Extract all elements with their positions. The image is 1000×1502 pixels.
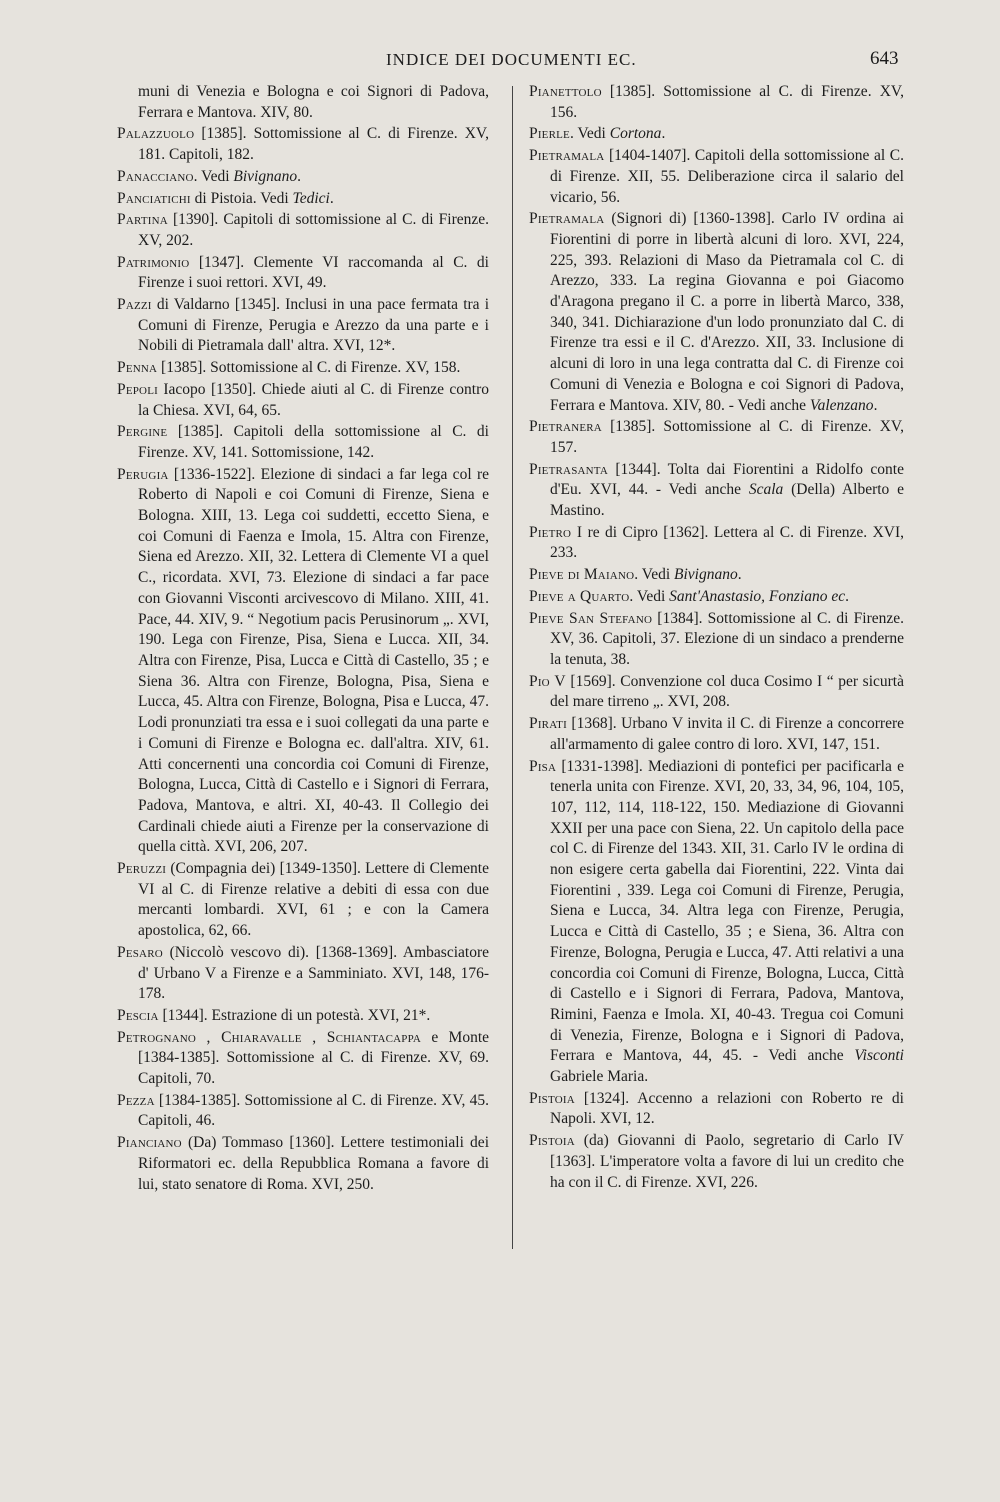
entry-headword: Panciatichi: [117, 189, 191, 207]
entry-text: (da) Giovanni di Paolo, segretario di Carlo IV [1363]. L'imperatore volta a favore di lui un credito che ha con il C. di Firenze. XVI, 226.: [550, 1132, 904, 1191]
entry-headword: Pisa: [529, 757, 557, 775]
index-entry: [529, 565, 904, 586]
entry-text: [1390]. Capitoli di sottomissione al C. di Firenze. XV, 202.: [138, 211, 489, 249]
index-entry: [529, 714, 904, 755]
index-entry: [529, 587, 904, 608]
index-entry: [117, 295, 489, 357]
index-entry: [117, 943, 489, 1005]
entry-text: . Vedi: [569, 125, 610, 143]
entry-headword: Petrognano , Chiaravalle , Schiantacappa: [117, 1028, 422, 1046]
entry-headword: Panacciano: [117, 167, 194, 185]
entry-headword: Pistoia: [529, 1089, 575, 1107]
index-entry: [529, 209, 904, 416]
entry-text: [1385]. Sottomissione al C. di Firenze. XV, 158.: [157, 359, 461, 377]
index-entry: [117, 82, 489, 123]
index-entry: [529, 146, 904, 208]
entry-cross-reference: Sant'Anastasio, Fonziano ec: [669, 587, 846, 605]
entry-headword: Pescia: [117, 1006, 159, 1024]
entry-text: (Compagnia dei) [1349-1350]. Lettere di Clemente VI al C. di Firenze relative a debiti di essa con due mercanti lombardi. XVI, 61 ; e con la Camera apostolica, 62, 66.: [138, 860, 489, 940]
entry-headword: Pietrasanta: [529, 460, 608, 478]
entry-text: [1331-1398]. Mediazioni di pontefici per pacificarla e tenerla unita con Firenze. XVI, 20, 33, 34, 96, 104, 105, 107, 112, 114, 118-122, 150. Mediazione di Giovanni XXII per una pace con Siena, 22. Un capitolo della pace col C. di Firenze del 1343. XII, 31. Carlo IV le ordina di non esigere certa gabella dai Fiorentini, 222. Vinta dai Fiorentini , 339. Lega coi Comuni di Firenze, Perugia, Siena e Lucca, 34. Altra lega con Firenze, Perugia, Lucca e Città di Castello, 35 ; e Siena, 36. Altra con Firenze, Bologna, Perugia e Lucca, 47. Atti relativi a una concordia coi Comuni di Firenze, Bologna, Lucca, Città di Castello e i Signori di Ferrara, Padova, Mantova, Rimini, Faenza e Imola. XI, 40-43. Tregua coi Comuni di Venezia, Firenze, Bologna e i Signori di Padova, Ferrara e Mantova, 44, 45. - Vedi anche: [550, 757, 904, 1065]
entry-headword: Pietro I: [529, 523, 583, 541]
index-entry: [529, 672, 904, 713]
entry-text: [1324]. Accenno a relazioni con Roberto re di Napoli. XVI, 12.: [550, 1089, 904, 1128]
column-divider: [512, 86, 513, 1249]
entry-text: [1336-1522]. Elezione di sindaci a far lega col re Roberto di Napoli e coi Comuni di Firenze, Siena e Bologna. XIII, 13. Lega coi suddetti, eccetto Siena, e coi Comuni di Faenza e Imola, 15. Altra con Firenze, Siena ed Arezzo. XII, 32. Lettera di Clemente VI a quel C., ricordata. XVI, 73. Elezione di sindaci a far pace con Giovanni Visconti arcivescovo di Milano. XIII, 41. Pace, 44. XIV, 9. “ Negotium pacis Perusinorum „. XVI, 190. Lega con Firenze, Pisa, Siena e Lucca. XII, 34. Altra con Firenze, Pisa, Lucca e Città di Castello, 35 ; e Siena 36. Altra con Firenze, Bologna, Pisa, Siena e Lucca, 45. Altra con Firenze, Bologna, Pisa e Lucca, 47. Lodi pronunziati tra essa e i suoi collegati da una parte e i Comuni di Firenze e Bologna ec. dall'altra. XIV, 61. Atti concernenti una concordia coi Comuni di Firenze, Bologna, Lucca, Città di Castello e i Signori di Ferrara, Padova, Mantova, e altri. XI, 40-43. Il Collegio dei Cardinali chiede aiuti a Firenze per la conservazione di quella città. XVI, 206, 207.: [138, 465, 489, 856]
entry-text: e Monte [1384-1385]. Sottomissione al C. di Firenze. XV, 69. Capitoli, 70.: [138, 1028, 489, 1088]
entry-headword: Pietramala: [529, 210, 605, 228]
entry-cross-reference: Bivignano: [674, 566, 738, 584]
entry-text: [1344]. Estrazione di un potestà. XVI, 21*.: [158, 1006, 431, 1024]
entry-headword: Pietranera: [529, 418, 602, 436]
entry-text: . Vedi: [629, 587, 670, 605]
entry-text: [1385]. Capitoli della sottomissione al C. di Firenze. XV, 141. Sottomissione, 142.: [138, 423, 489, 461]
entry-text: (Da) Tommaso [1360]. Lettere testimoniali dei Riformatori ec. della Repubblica Romana a favore di lui, stato senatore di Roma. XVI, 250.: [138, 1134, 489, 1193]
entry-headword: Patrimonio: [117, 253, 190, 271]
page-number: 643: [870, 48, 899, 69]
entry-text: [1385]. Sottomissione al C. di Firenze. XV, 181. Capitoli, 182.: [138, 125, 489, 164]
index-entry: [117, 1133, 489, 1195]
entry-cross-reference: Valenzano: [809, 396, 874, 414]
entry-text: [1347]. Clemente VI raccomanda al C. di Firenze i suoi rettori. XVI, 49.: [138, 253, 489, 292]
index-entry: [117, 358, 489, 379]
entry-cross-reference: Bivignano: [233, 167, 298, 185]
entry-headword: Penna: [117, 359, 158, 377]
left-column: [117, 82, 489, 1196]
entry-headword: Pieve a Quarto: [529, 587, 630, 605]
entry-headword: Pistoia: [529, 1132, 575, 1150]
entry-headword: Pezza: [117, 1091, 155, 1109]
entry-headword: Pepoli: [117, 380, 158, 398]
index-entry: [117, 422, 489, 463]
entry-text: [1385]. Sottomissione al C. di Firenze. XV, 157.: [550, 418, 904, 456]
entry-headword: Peruzzi: [117, 860, 167, 878]
entry-headword: Pierle: [529, 125, 570, 143]
entry-text-tail: .: [737, 566, 742, 584]
entry-text: [1384-1385]. Sottomissione al C. di Firenze. XV, 45. Capitoli, 46.: [138, 1091, 489, 1130]
index-entry: [117, 380, 489, 421]
entry-text: [1368]. Urbano V invita il C. di Firenze a concorrere all'armamento di galee contro di loro. XVI, 147, 151.: [550, 715, 904, 753]
index-entry: [117, 1006, 489, 1027]
entry-cross-reference: Visconti: [854, 1047, 904, 1065]
index-entry: [117, 465, 489, 858]
index-entry: [117, 859, 489, 942]
entry-text-tail: .: [329, 189, 334, 207]
index-entry: [117, 210, 489, 251]
entry-cross-reference: Cortona: [609, 125, 662, 143]
index-entry: [529, 609, 904, 671]
index-entry: [117, 189, 489, 210]
index-entry: [529, 82, 904, 123]
entry-text: . Vedi: [634, 566, 675, 584]
index-entry: [529, 124, 904, 145]
index-entry: [529, 1089, 904, 1130]
index-entry: [117, 253, 489, 294]
right-column: [529, 82, 904, 1194]
entry-text: . Vedi: [193, 167, 234, 185]
entry-text-tail: .: [661, 125, 666, 143]
entry-text-tail: .: [297, 167, 301, 185]
entry-headword: Pirati: [529, 715, 567, 733]
entry-headword: Pianettolo: [529, 83, 602, 100]
entry-text-tail: Gabriele Maria.: [550, 1068, 649, 1086]
entry-text: Iacopo [1350]. Chiede aiuti al C. di Firenze contro la Chiesa. XVI, 64, 65.: [138, 380, 489, 419]
index-entry: [529, 757, 904, 1088]
index-entry: [529, 523, 904, 564]
entry-text: [1404-1407]. Capitoli della sottomissione al C. di Firenze. XII, 55. Deliberazione circa il salario del vicario, 56.: [550, 147, 904, 206]
index-entry: [117, 167, 489, 188]
entry-headword: Pietramala: [529, 147, 605, 165]
index-entry: [529, 1131, 904, 1193]
entry-headword: Pazzi: [117, 296, 152, 314]
index-entry: [117, 124, 489, 165]
entry-headword: Pianciano: [117, 1134, 182, 1152]
entry-cross-reference: Tedici: [292, 189, 330, 207]
running-header: INDICE DEI DOCUMENTI EC.: [386, 50, 637, 69]
entry-headword: Pieve San Stefano: [529, 609, 653, 627]
entry-text: [1569]. Convenzione col duca Cosimo I “ per sicurtà del mare tirreno „. XVI, 208.: [550, 672, 904, 711]
entry-cross-reference: Scala: [748, 481, 784, 499]
entry-text: di Valdarno [1345]. Inclusi in una pace fermata tra i Comuni di Firenze, Perugia e Arezzo da una parte e i Nobili di Pietramala dall' altra. XVI, 12*.: [138, 296, 489, 355]
entry-text-tail: (Della) Alberto e Mastino.: [550, 481, 905, 520]
entry-headword: Pesaro: [117, 943, 163, 961]
entry-text: [1385]. Sottomissione al C. di Firenze. XV, 156.: [550, 83, 904, 121]
entry-headword: Pio V: [529, 672, 566, 690]
entry-text: [1384]. Sottomissione al C. di Firenze. XV, 36. Capitoli, 37. Elezione di un sindaco a prenderne la tenuta, 38.: [550, 609, 904, 668]
index-entry: [117, 1091, 489, 1132]
index-entry: [529, 460, 904, 522]
index-entry: [117, 1028, 489, 1090]
index-entry: [529, 417, 904, 458]
entry-text-tail: .: [845, 587, 849, 605]
entry-headword: Pieve di Maiano: [529, 566, 635, 584]
entry-text: (Signori di) [1360-1398]. Carlo IV ordina ai Fiorentini di porre in libertà alcuni di loro. XVI, 224, 225, 393. Relazioni di Maso da Pietramala col C. di Arezzo, 333. La regina Giovanna e poi Giacomo d'Aragona pregano il C. a porre in libertà Marco, 338, 340, 341. Dichiarazione d'un lodo pronunziato dal C. di Firenze tra essi e il C. d'Arezzo. XII, 33. Inclusione di alcuni di loro in una lega contratta dal C. di Firenze coi Comuni di Venezia e Bologna e coi Signori di Padova, Ferrara e Mantova. XIV, 80. - Vedi anche: [550, 210, 904, 414]
entry-headword: Perugia: [117, 465, 169, 483]
entry-text: re di Cipro [1362]. Lettera al C. di Firenze. XVI, 233.: [550, 523, 905, 562]
entry-text: muni di Venezia e Bologna e coi Signori di Padova, Ferrara e Mantova. XIV, 80.: [138, 83, 489, 121]
entry-headword: Partina: [117, 211, 168, 229]
entry-text: (Niccolò vescovo di). [1368-1369]. Ambasciatore d' Urbano V a Firenze e a Samminiato. XVI, 148, 176-178.: [138, 943, 489, 1003]
entry-headword: Palazzuolo: [117, 125, 195, 143]
entry-text: di Pistoia. Vedi: [190, 189, 293, 207]
entry-text: [1344]. Tolta dai Fiorentini a Ridolfo conte d'Eu. XVI, 44. - Vedi anche: [550, 460, 904, 499]
entry-headword: Pergine: [117, 423, 168, 441]
entry-text-tail: .: [873, 396, 878, 414]
